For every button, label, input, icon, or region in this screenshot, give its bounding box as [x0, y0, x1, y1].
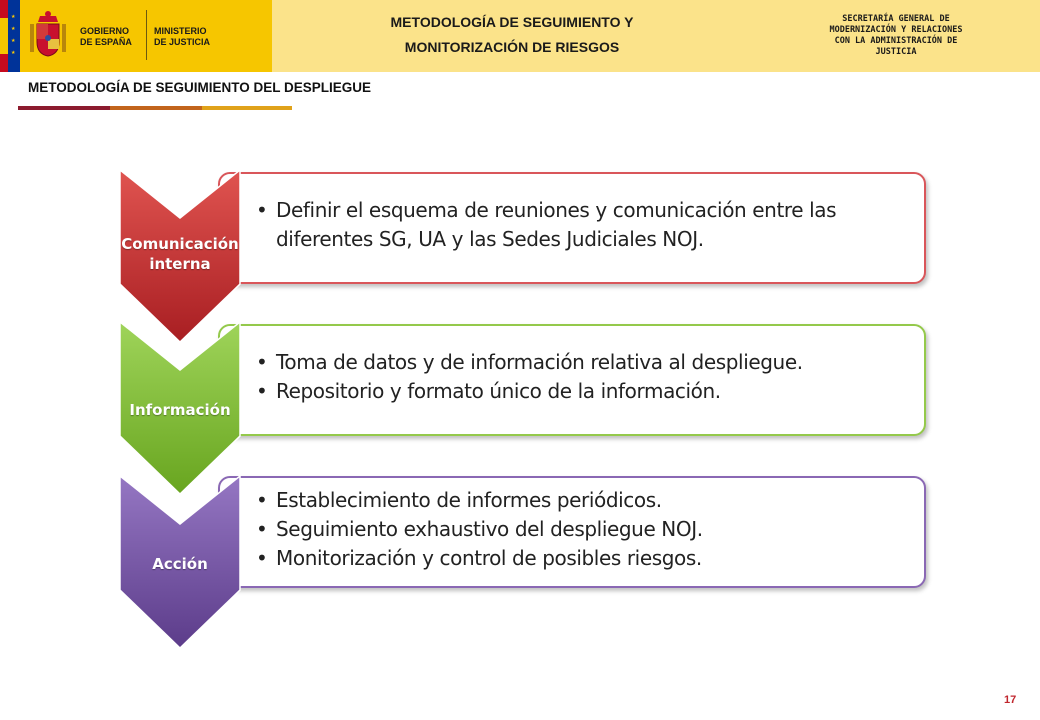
document-title: [272, 0, 752, 72]
ministry-name: [154, 26, 210, 48]
eu-flag-icon: ★ ★ ★ ★: [8, 0, 20, 72]
subtitle-underline-segment: [202, 106, 292, 110]
step-label-line: Comunicación: [121, 235, 239, 253]
ministry-line: DE JUSTICIA: [154, 37, 211, 47]
coat-of-arms-icon: [28, 10, 68, 60]
logo-divider: [146, 10, 147, 60]
bullet-item: • Repositorio y formato único de la información.: [256, 377, 908, 406]
step-content-box: [218, 476, 926, 588]
step-label: [118, 234, 242, 274]
secretariat-name: [752, 0, 1040, 72]
bullet-item: • Establecimiento de informes periódicos.: [256, 486, 908, 515]
spain-flag-icon: [0, 0, 8, 72]
subtitle-underline-segment: [18, 106, 110, 110]
secretariat-line: JUSTICIA: [875, 47, 917, 57]
page-number: 17: [1004, 694, 1017, 706]
secretariat-line: CON LA ADMINISTRACIÓN DE: [834, 36, 958, 46]
step-information: [118, 320, 928, 500]
step-label: [118, 554, 242, 574]
title-line: MONITORIZACIÓN DE RIESGOS: [404, 39, 620, 55]
government-name: [80, 26, 132, 48]
government-logo-block: [0, 0, 272, 72]
step-label-line: Información: [129, 401, 231, 419]
secretariat-line: SECRETARÍA GENERAL DE: [842, 14, 950, 24]
secretariat-line: MODERNIZACIÓN Y RELACIONES: [829, 25, 963, 35]
step-content-box: [218, 324, 926, 436]
title-line: METODOLOGÍA DE SEGUIMIENTO Y: [390, 14, 634, 30]
government-line: DE ESPAÑA: [80, 37, 132, 47]
step-label-line: Acción: [152, 555, 208, 573]
step-content-box: [218, 172, 926, 284]
subtitle-underline-segment: [110, 106, 202, 110]
government-line: GOBIERNO: [80, 26, 130, 36]
header: [0, 0, 1040, 72]
section-subtitle: METODOLOGÍA DE SEGUIMIENTO DEL DESPLIEGUE: [28, 80, 372, 95]
bullet-item: • Monitorización y control de posibles riesgos.: [256, 544, 908, 573]
ministry-line: MINISTERIO: [154, 26, 207, 36]
step-action: [118, 474, 928, 654]
step-label: [118, 400, 242, 420]
bullet-item: • Definir el esquema de reuniones y comunicación entre las diferentes SG, UA y las Sedes Judiciales NOJ.: [256, 196, 908, 254]
bullet-item: • Toma de datos y de información relativa al despliegue.: [256, 348, 908, 377]
step-label-line: interna: [149, 255, 211, 273]
bullet-item: • Seguimiento exhaustivo del despliegue NOJ.: [256, 515, 908, 544]
